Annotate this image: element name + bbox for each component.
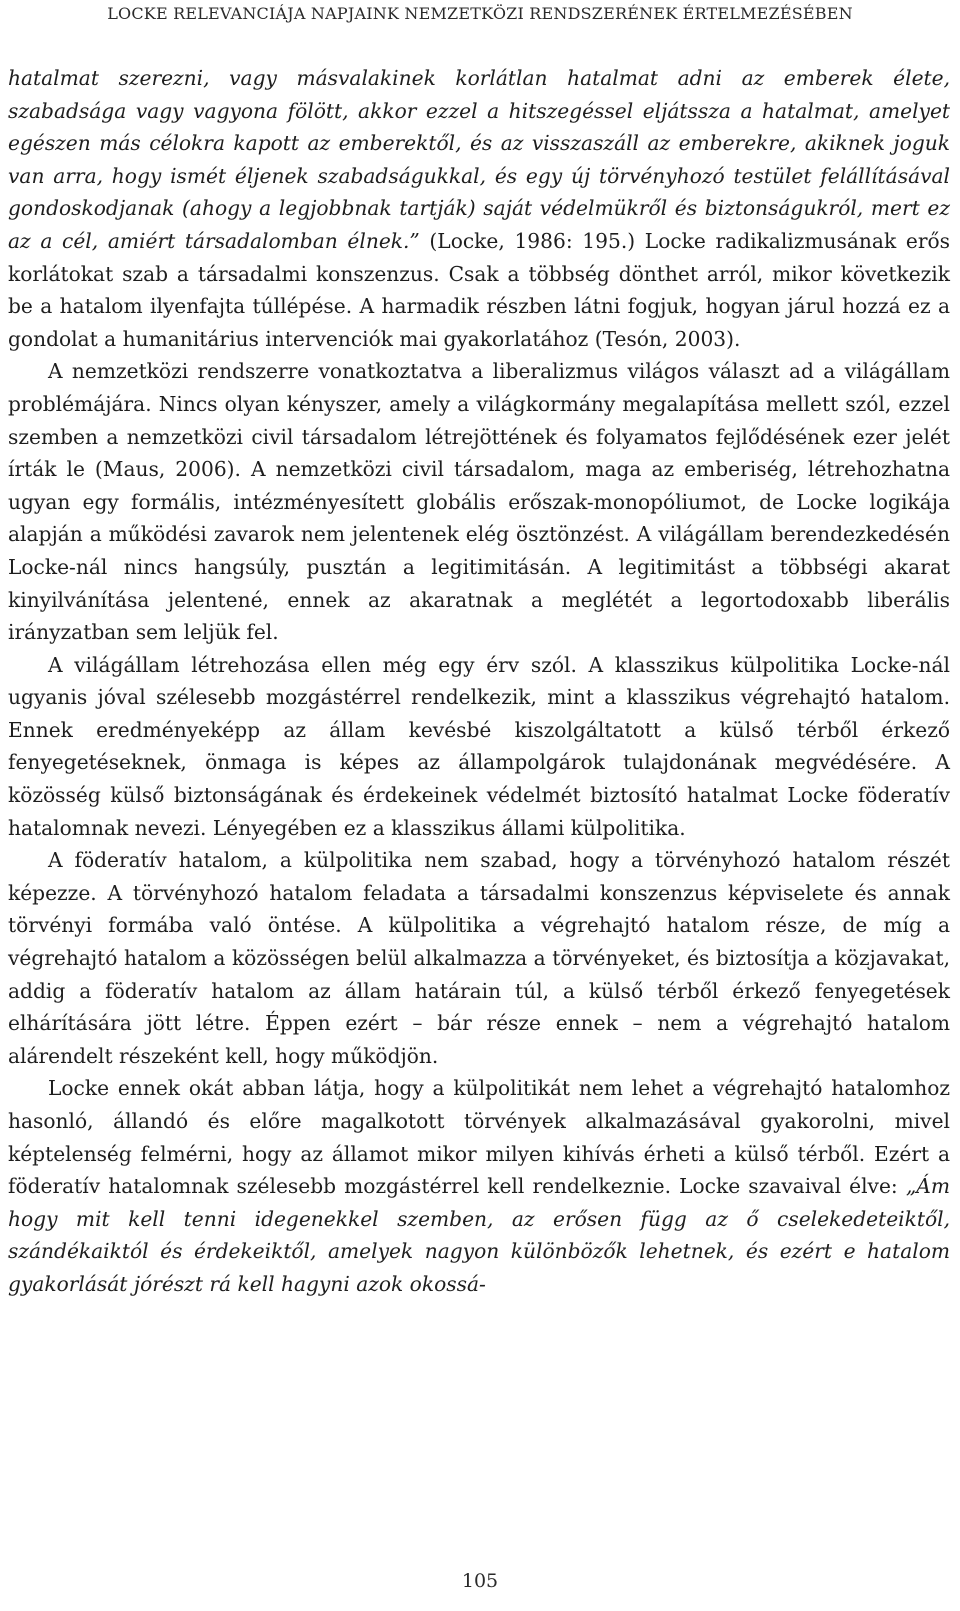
paragraph-1 bbox=[8, 62, 950, 355]
page-number: 105 bbox=[461, 1570, 499, 1592]
running-header: LOCKE RELEVANCIÁJA NAPJAINK NEMZETKÖZI RENDSZERÉNEK ÉRTELMEZÉSÉBEN bbox=[107, 4, 853, 23]
paragraph-5 bbox=[8, 1072, 950, 1300]
paragraph-4: A föderatív hatalom, a külpolitika nem szabad, hogy a törvényhozó hatalom részét képezze. A törvényhozó hatalom feladata a társadalmi konszenzus képviselete és annak törvényi formába való öntése. A külpolitika a végrehajtó hatalom része, de míg a végrehajtó hatalom a közösségen belül alkalmazza a törvényeket, és biztosítja a közjavakat, addig a föderatív hatalom az állam határain túl, a külső térből érkező fenyegetések elhárítására jött létre. Éppen ezért – bár része ennek – nem a végrehajtó hatalom alárendelt részeként kell, hogy működjön. bbox=[8, 848, 950, 1068]
body-text bbox=[8, 62, 950, 1301]
locke-quotation: „Ám hogy mit kell tenni idegenekkel szemben, az erősen függ az ő cselekedeteiktől, szándékaiktól és érdekeiktől, amelyek nagyon különbözők lehetnek, és ezért e hatalom gyakorlását jórészt rá kell hagyni azok okossá- bbox=[8, 1174, 950, 1296]
paragraph-5-text: Locke ennek okát abban látja, hogy a külpolitikát nem lehet a végrehajtó hatalomhoz hasonló, állandó és előre magalkotott törvények alkalmazásával gyakorolni, mivel képtelenség felmérni, hogy az államot mikor milyen kihívás érheti a külső térből. Ezért a föderatív hatalomnak szélesebb mozgástérrel kell rendelkeznie. Locke szavaival élve: bbox=[8, 1076, 950, 1199]
paragraph-2: A nemzetközi rendszerre vonatkoztatva a liberalizmus világos választ ad a világállam problémájára. Nincs olyan kényszer, amely a világkormány megalapítása mellett szól, ezzel szemben a nemzetközi civil társadalom létrejöttének és folyamatos fejlődésének ezer jelét írták le (Maus, 2006). A nemzetközi civil társadalom, maga az emberiség, létrehozhatna ugyan egy formális, intézményesített globális erőszak-monopóliumot, de Locke logikája alapján a működési zavarok nem jelentenek elég ösztönzést. A világállam berendezkedésén Locke-nál nincs hangsúly, pusztán a legitimitásán. A legitimitást a többségi akarat kinyilvánítása jelentené, ennek az akaratnak a meglétét a legortodoxabb liberális irányzatban sem leljük fel. bbox=[8, 359, 950, 645]
paragraph-1-text: (Locke, 1986: 195.) Locke radikalizmusának erős korlátokat szab a társadalmi konszenzus. Csak a többség dönthet arról, mikor következik be a hatalom ilyenfajta túllépése. A harmadik részben látni fogjuk, hogyan járul hozzá ez a gondolat a humanitárius intervenciók mai gyakorlatához (Tesón, 2003). bbox=[8, 228, 950, 351]
quotation-continuation: hatalmat szerezni, vagy másvalakinek korlátlan hatalmat adni az emberek élete, szabadsága vagy vagyona fölött, akkor ezzel a hitszegéssel eljátssza a hatalmat, amelyet egészen más célokra kapott az emberektől, és az visszaszáll az emberekre, akiknek joguk van arra, hogy ismét éljenek szabadságukkal, és egy új törvényhozó testület felállításával gondoskodjanak (ahogy a legjobbnak tartják) saját védelmükről és biztonságukról, mert ez az a cél, amiért társadalomban élnek.” bbox=[8, 66, 950, 253]
paragraph-3: A világállam létrehozása ellen még egy érv szól. A klasszikus külpolitika Locke-nál ugyanis jóval szélesebb mozgástérrel rendelkezik, mint a klasszikus végrehajtó hatalom. Ennek eredményeképp az állam kevésbé kiszolgáltatott a külső térből érkező fenyegetéseknek, önmaga is képes az állampolgárok tulajdonának megvédésére. A közösség külső biztonságának és érdekeinek védelmét biztosító hatalmat Locke föderatív hatalomnak nevezi. Lényegében ez a klasszikus állami külpolitika. bbox=[8, 652, 950, 840]
